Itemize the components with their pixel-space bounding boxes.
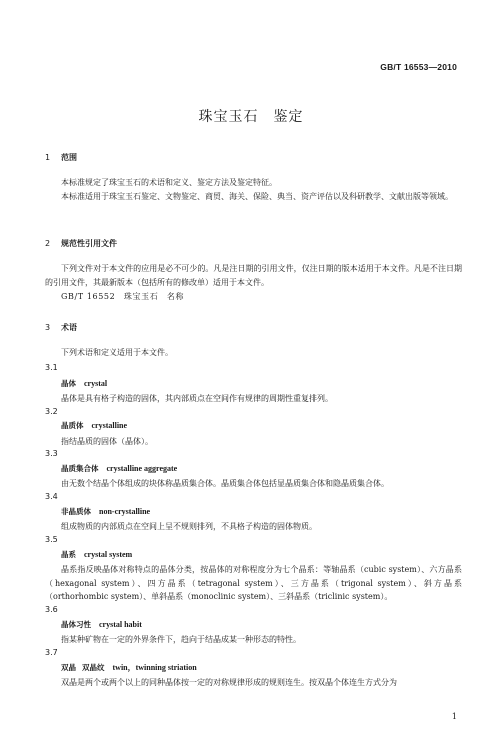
section-title: 术语	[61, 323, 77, 332]
section-number: 2	[45, 239, 51, 248]
reference-item: GB/T 16552 珠宝玉石 名称	[61, 292, 185, 301]
term-chinese: 晶体习性	[61, 620, 91, 629]
term-definition: 晶系指反映晶体对称特点的晶体分类，按晶体的对称程度分为七个晶系：等轴晶系（cubic system）、六方晶系（hexagonal system）、四方晶系（tetragonal system）、三方晶系（trigonal system）、斜方晶系（orthorhombic system）、单斜晶系（monoclinic system）、三斜晶系（triclinic system）。	[45, 565, 462, 601]
term-heading	[61, 619, 142, 630]
term-english: crystal system	[84, 550, 133, 559]
term-definition: 指某种矿物在一定的外界条件下，趋向于结晶成某一种形态的特性。	[61, 635, 301, 644]
document-title: 珠宝玉石 鉴定	[198, 109, 304, 125]
term-number: 3.3	[45, 449, 58, 458]
term-heading	[61, 549, 132, 560]
term-chinese: 非晶质体	[61, 507, 91, 516]
standard-code: GB/T 16553—2010	[380, 62, 457, 72]
term-heading	[61, 463, 177, 474]
section-heading-normative-references	[45, 238, 117, 249]
term-chinese: 晶质体	[61, 421, 84, 430]
term-chinese: 晶体	[61, 379, 76, 388]
term-chinese-alt: 双晶纹	[82, 663, 105, 672]
term-definition: 由无数个结晶个体组成的块体称晶质集合体。晶质集合体包括显晶质集合体和隐晶质集合体。	[61, 479, 389, 488]
section-heading-terms	[45, 322, 77, 333]
section-number: 3	[45, 323, 51, 332]
paragraph: 本标准规定了珠宝玉石的术语和定义、鉴定方法及鉴定特征。	[61, 178, 277, 187]
term-number: 3.2	[45, 407, 58, 416]
term-number: 3.1	[45, 363, 58, 372]
term-definition: 指结晶质的固体（晶体）。	[61, 437, 153, 446]
term-chinese: 晶质集合体	[61, 464, 99, 473]
paragraph: 本标准适用于珠宝玉石鉴定、文物鉴定、商贸、海关、保险、典当、资产评估以及科研教学、文献出版等领域。	[61, 192, 453, 201]
term-heading	[61, 378, 107, 389]
term-chinese: 晶系	[61, 550, 76, 559]
term-number: 3.6	[45, 605, 58, 614]
term-english: twin，twinning striation	[112, 663, 197, 672]
paragraph: 下列文件对于本文件的应用是必不可少的。凡是注日期的引用文件，仅注日期的版本适用于本文件。凡是不注日期的引用文件，其最新版本（包括所有的修改单）适用于本文件。	[45, 264, 462, 287]
term-number: 3.4	[45, 492, 58, 501]
term-english: crystalline aggregate	[106, 464, 178, 473]
term-heading	[61, 420, 127, 431]
section-title: 规范性引用文件	[61, 239, 117, 248]
term-english: crystal habit	[99, 620, 142, 629]
term-english: crystalline	[91, 421, 128, 430]
page-number: 1	[451, 712, 457, 721]
section-heading-scope	[45, 152, 77, 163]
term-english: crystal	[84, 379, 108, 388]
term-chinese: 双晶	[61, 663, 76, 672]
term-heading	[61, 662, 197, 673]
term-english: non-crystalline	[99, 507, 151, 516]
term-definition: 双晶是两个或两个以上的同种晶体按一定的对称规律形成的规则连生。按双晶个体连生方式分为	[61, 678, 397, 687]
term-number: 3.7	[45, 648, 58, 657]
term-definition: 组成物质的内部质点在空间上呈不规则排列，不具格子构造的固体物质。	[61, 522, 317, 531]
term-number: 3.5	[45, 535, 58, 544]
paragraph: 下列术语和定义适用于本文件。	[61, 348, 173, 357]
section-title: 范围	[61, 153, 77, 162]
section-number: 1	[45, 153, 51, 162]
term-definition: 晶体是具有格子构造的固体，其内部质点在空间作有规律的周期性重复排列。	[61, 394, 333, 403]
term-heading	[61, 506, 150, 517]
